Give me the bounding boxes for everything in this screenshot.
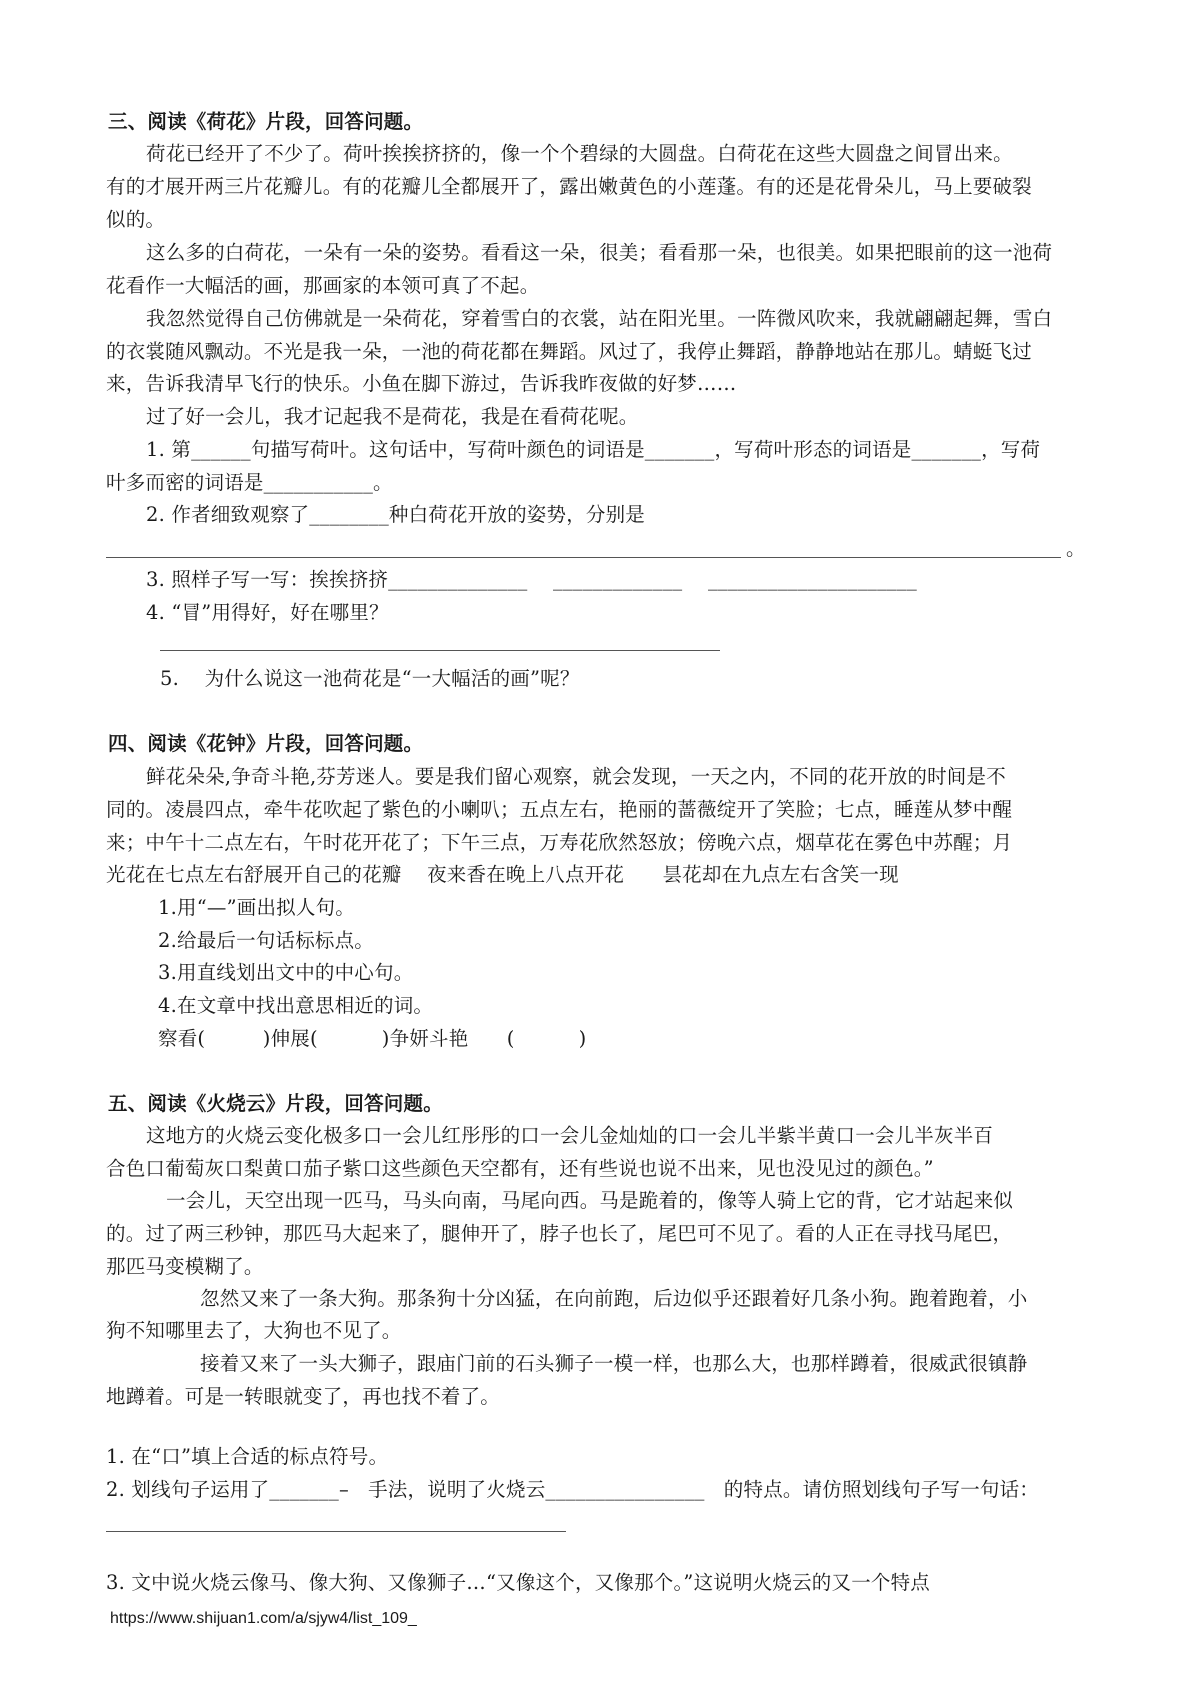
s3-line-2: 有的才展开两三片花瓣儿。有的花瓣儿全都展开了，露出嫩黄色的小莲蓬。有的还是花骨朵儿，马上要破裂 [106, 175, 1032, 198]
s5-line-2: 合色口葡萄灰口梨黄口茄子紫口这些颜色天空都有，还有些说也说不出来，见也没见过的颜色。” [106, 1157, 934, 1180]
s5-question-2: 2. 划线句子运用了_______– 手法，说明了火烧云________________ 的特点。请仿照划线句子写一句话： [106, 1478, 1039, 1501]
s4-question-4: 4.在文章中找出意思相近的词。 [158, 994, 434, 1017]
s4-line-1: 鲜花朵朵,争奇斗艳,芬芳迷人。要是我们留心观察，就会发现，一天之内，不同的花开放的时间是不 [146, 765, 1006, 788]
s3-line-8: 来，告诉我清早飞行的快乐。小鱼在脚下游过，告诉我昨夜做的好梦…… [106, 372, 737, 395]
s3-line-3: 似的。 [106, 208, 166, 231]
s3-question-1: 1. 第______句描写荷叶。这句话中，写荷叶颜色的词语是_______，写荷叶形态的词语是_______，写荷 [146, 438, 1041, 461]
footer-url: https://www.shijuan1.com/a/sjyw4/list_109_ [110, 1610, 417, 1627]
s3-question-4: 4. “冒”用得好，好在哪里？ [146, 601, 389, 624]
s4-synonym-blanks: 察看( )伸展( )争妍斗艳 ( ) [158, 1027, 587, 1050]
s5-question-1: 1. 在“口”填上合适的标点符号。 [106, 1445, 389, 1468]
s3-line-1: 荷花已经开了不少了。荷叶挨挨挤挤的，像一个个碧绿的大圆盘。白荷花在这些大圆盘之间冒出来。 [146, 142, 1013, 165]
s5-line-1: 这地方的火烧云变化极多口一会儿红彤彤的口一会儿金灿灿的口一会儿半紫半黄口一会儿半灰半百 [146, 1124, 994, 1147]
section-3-heading: 三、阅读《荷花》片段，回答问题。 [108, 110, 424, 133]
answer-line [160, 650, 720, 651]
s5-line-6: 忽然又来了一条大狗。那条狗十分凶猛，在向前跑，后边似乎还跟着好几条小狗。跑着跑着，小 [200, 1287, 1028, 1310]
s5-line-7: 狗不知哪里去了，大狗也不见了。 [106, 1319, 402, 1342]
s4-question-1: 1.用“—”画出拟人句。 [158, 896, 355, 919]
s3-question-2-end: 。 [1066, 537, 1086, 560]
answer-line [106, 1531, 566, 1532]
s4-question-3: 3.用直线划出文中的中心句。 [158, 961, 414, 984]
s3-question-5: 5. 为什么说这一池荷花是“一大幅活的画”呢？ [160, 667, 580, 690]
section-5-heading: 五、阅读《火烧云》片段，回答问题。 [108, 1092, 443, 1115]
s5-line-9: 地蹲着。可是一转眼就变了，再也找不着了。 [106, 1385, 501, 1408]
s4-line-3: 来；中午十二点左右，午时花开花了；下午三点，万寿花欣然怒放；傍晚六点，烟草花在雾色中苏醒；月 [106, 831, 1013, 854]
s4-question-2: 2.给最后一句话标标点。 [158, 929, 375, 952]
section-4-heading: 四、阅读《花钟》片段，回答问题。 [108, 732, 424, 755]
s5-line-3: 一会儿，天空出现一匹马，马头向南，马尾向西。马是跪着的，像等人骑上它的背，它才站起来似 [166, 1189, 1014, 1212]
s4-line-4: 光花在七点左右舒展开自己的花瓣 夜来香在晚上八点开花 昙花却在九点左右含笑一现 [106, 863, 899, 886]
s3-question-1-cont: 叶多而密的词语是___________。 [106, 471, 393, 494]
s4-line-2: 同的。凌晨四点，牵牛花吹起了紫色的小喇叭；五点左右，艳丽的蔷薇绽开了笑脸；七点，睡莲从梦中醒 [106, 798, 1013, 821]
s3-line-9: 过了好一会儿，我才记起我不是荷花，我是在看荷花呢。 [146, 405, 639, 428]
s5-line-8: 接着又来了一头大狮子，跟庙门前的石头狮子一模一样，也那么大，也那样蹲着，很威武很镇静 [200, 1352, 1028, 1375]
s3-line-5: 花看作一大幅活的画，那画家的本领可真了不起。 [106, 274, 540, 297]
s5-line-4: 的。过了两三秒钟，那匹马大起来了，腿伸开了，脖子也长了，尾巴可不见了。看的人正在寻找马尾巴， [106, 1222, 1013, 1245]
s3-line-7: 的衣裳随风飘动。不光是我一朵，一池的荷花都在舞蹈。风过了，我停止舞蹈，静静地站在那儿。蜻蜓飞过 [106, 340, 1032, 363]
s5-line-5: 那匹马变模糊了。 [106, 1255, 264, 1278]
answer-line [106, 557, 1061, 558]
s3-question-3: 3. 照样子写一写：挨挨挤挤______________ _____________ _____________________ [146, 568, 917, 591]
s3-question-2: 2. 作者细致观察了________种白荷花开放的姿势，分别是 [146, 503, 646, 526]
s5-question-3: 3. 文中说火烧云像马、像大狗、又像狮子…“又像这个，又像那个。”这说明火烧云的又一个特点 [106, 1571, 930, 1594]
s3-line-4: 这么多的白荷花，一朵有一朵的姿势。看看这一朵，很美；看看那一朵，也很美。如果把眼前的这一池荷 [146, 241, 1053, 264]
s3-line-6: 我忽然觉得自己仿佛就是一朵荷花，穿着雪白的衣裳，站在阳光里。一阵微风吹来，我就翩翩起舞，雪白 [146, 307, 1053, 330]
